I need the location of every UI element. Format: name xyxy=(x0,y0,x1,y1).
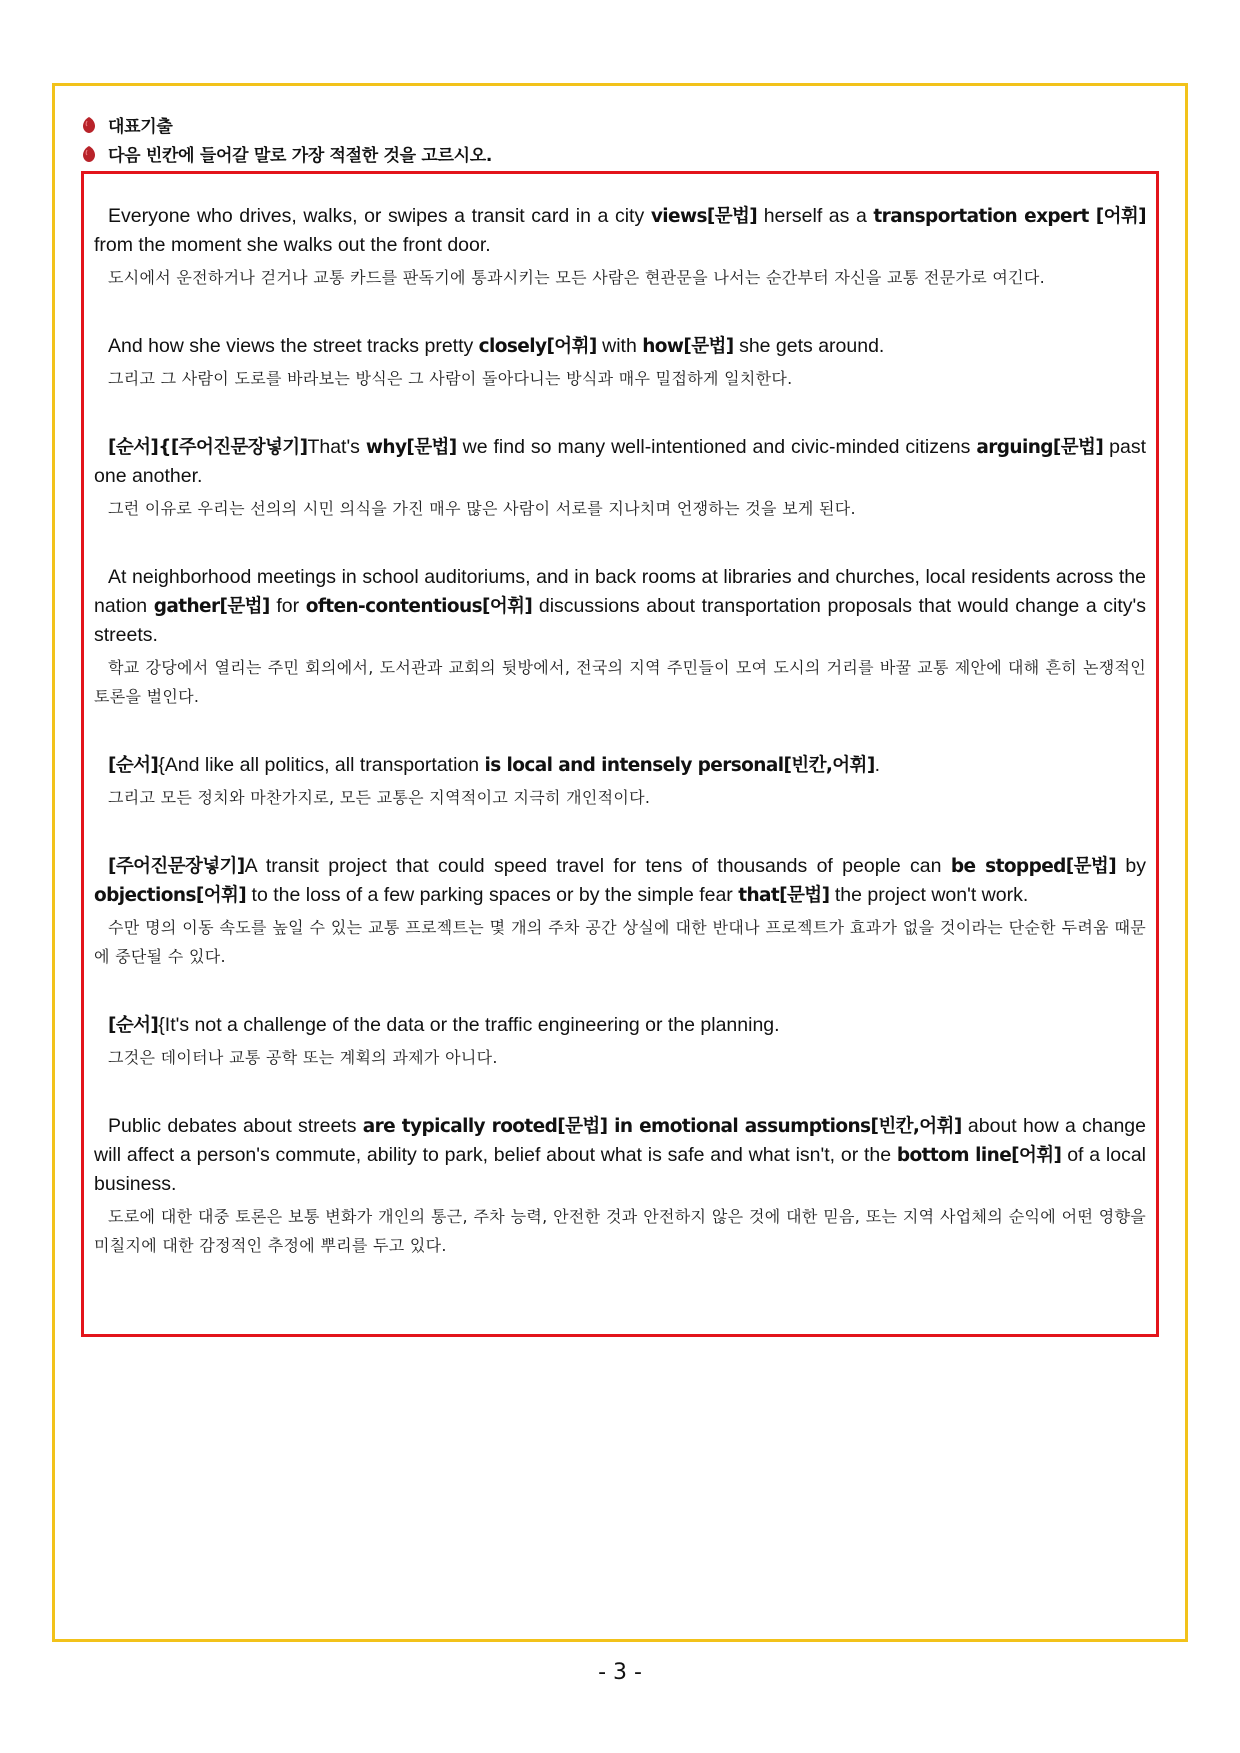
passage-paragraph xyxy=(94,563,1146,711)
keyword-annotation: why[문법] xyxy=(365,437,457,458)
korean-translation: 도로에 대한 대중 토론은 보통 변화가 개인의 통근, 주차 능력, 안전한 것과 안전하지 않은 것에 대한 믿음, 또는 지역 사업체의 순익에 어떤 영향을 미칠지에 대한 감정적인 추정에 뿌리를 두고 있다. xyxy=(94,1207,1146,1255)
passage-box xyxy=(81,171,1159,1337)
sentence-text: That's xyxy=(307,436,366,458)
keyword-annotation: gather[문법] xyxy=(153,596,270,617)
sentence-text: {It's not a challenge of the data or the traffic engineering or the planning. xyxy=(158,1014,780,1036)
sentence-text: discussions about transportation proposals that would change a city's streets. xyxy=(94,595,1146,646)
keyword-annotation: how[문법] xyxy=(642,336,734,357)
keyword-annotation: transportation expert [어휘] xyxy=(873,206,1147,227)
passage-paragraph xyxy=(94,1112,1146,1260)
passage-paragraph xyxy=(94,202,1146,292)
english-sentence xyxy=(94,1011,1146,1040)
english-sentence xyxy=(94,433,1146,491)
keyword-annotation: bottom line[어휘] xyxy=(896,1145,1062,1166)
keyword-annotation: that[문법] xyxy=(738,885,830,906)
sentence-text: to the loss of a few parking spaces or by the simple fear xyxy=(246,884,739,906)
red-drop-bullet-icon xyxy=(82,116,96,134)
korean-translation: 그리고 모든 정치와 마찬가지로, 모든 교통은 지역적이고 지극히 개인적이다. xyxy=(108,788,651,807)
korean-translation: 그것은 데이터나 교통 공학 또는 계획의 과제가 아니다. xyxy=(108,1048,498,1067)
sentence-text: past one another. xyxy=(94,436,1146,487)
english-sentence xyxy=(94,852,1146,910)
category-label: 대표기출 xyxy=(108,117,173,137)
sentence-text: by xyxy=(1116,855,1146,877)
keyword-annotation: [순서]{[주어진문장넣기] xyxy=(108,437,308,458)
red-drop-bullet-icon xyxy=(82,145,96,163)
passage-paragraph xyxy=(94,1011,1146,1072)
korean-translation: 도시에서 운전하거나 걷거나 교통 카드를 판독기에 통과시키는 모든 사람은 현관문을 나서는 순간부터 자신을 교통 전문가로 여긴다. xyxy=(108,268,1045,287)
korean-translation: 그리고 그 사람이 도로를 바라보는 방식은 그 사람이 돌아다니는 방식과 매우 밀접하게 일치한다. xyxy=(108,369,793,388)
keyword-annotation: are typically rooted[문법] in emotional assumptions[빈칸,어휘] xyxy=(362,1116,962,1137)
sentence-text: A transit project that could speed travel for tens of thousands of people can xyxy=(244,855,951,877)
keyword-annotation: closely[어휘] xyxy=(478,336,597,357)
keyword-annotation: arguing[문법] xyxy=(976,437,1104,458)
keyword-annotation: [주어진문장넣기] xyxy=(108,856,245,877)
page-number: - 3 - xyxy=(598,1660,642,1685)
sentence-text: with xyxy=(596,335,643,357)
sentence-text: . xyxy=(874,754,881,776)
sentence-text: the project won't work. xyxy=(829,884,1029,906)
passage-body xyxy=(94,202,1146,1260)
sentence-text: herself as a xyxy=(757,205,874,227)
korean-translation: 학교 강당에서 열리는 주민 회의에서, 도서관과 교회의 뒷방에서, 전국의 지역 주민들이 모여 도시의 거리를 바꿀 교통 제안에 대해 흔히 논쟁적인 토론을 벌인다. xyxy=(94,658,1147,706)
keyword-annotation: [순서] xyxy=(108,755,159,776)
sentence-text: Public debates about streets xyxy=(108,1115,363,1137)
korean-translation: 수만 명의 이동 속도를 높일 수 있는 교통 프로젝트는 몇 개의 주차 공간 상실에 대한 반대나 프로젝트가 효과가 없을 것이라는 단순한 두려움 때문에 중단될 수 있다. xyxy=(94,918,1146,966)
keyword-annotation: often-contentious[어휘] xyxy=(305,596,533,617)
keyword-annotation: views[문법] xyxy=(650,206,758,227)
english-sentence xyxy=(94,563,1146,650)
english-sentence xyxy=(94,332,1146,361)
passage-paragraph xyxy=(94,751,1146,812)
english-sentence xyxy=(94,751,1146,780)
passage-paragraph xyxy=(94,433,1146,523)
instruction-heading xyxy=(82,141,492,166)
category-heading xyxy=(82,112,173,137)
passage-paragraph xyxy=(94,852,1146,971)
keyword-annotation: be stopped[문법] xyxy=(950,856,1117,877)
english-sentence xyxy=(94,202,1146,260)
sentence-text: for xyxy=(269,595,306,617)
sentence-text: we find so many well-intentioned and civic-minded citizens xyxy=(456,436,977,458)
sentence-text: At neighborhood meetings in school auditoriums, and in back rooms at libraries and churches, local residents across the nation xyxy=(94,566,1146,617)
keyword-annotation: [순서] xyxy=(108,1015,159,1036)
passage-paragraph xyxy=(94,332,1146,393)
sentence-text: she gets around. xyxy=(733,335,885,357)
keyword-annotation: is local and intensely personal[빈칸,어휘] xyxy=(484,755,875,776)
sentence-text: about how a change will affect a person's commute, ability to park, belief about what is safe and what isn't, or the xyxy=(94,1115,1146,1166)
sentence-text: Everyone who drives, walks, or swipes a transit card in a city xyxy=(108,205,651,227)
korean-translation: 그런 이유로 우리는 선의의 시민 의식을 가진 매우 많은 사람이 서로를 지나치며 언쟁하는 것을 보게 된다. xyxy=(108,499,856,518)
sentence-text: And how she views the street tracks pretty xyxy=(108,335,479,357)
sentence-text: of a local business. xyxy=(94,1144,1146,1195)
keyword-annotation: objections[어휘] xyxy=(94,885,247,906)
sentence-text: from the moment she walks out the front door. xyxy=(94,234,491,256)
sentence-text: {And like all politics, all transportation xyxy=(158,754,485,776)
instruction-text: 다음 빈칸에 들어갈 말로 가장 적절한 것을 고르시오. xyxy=(108,146,493,166)
english-sentence xyxy=(94,1112,1146,1199)
